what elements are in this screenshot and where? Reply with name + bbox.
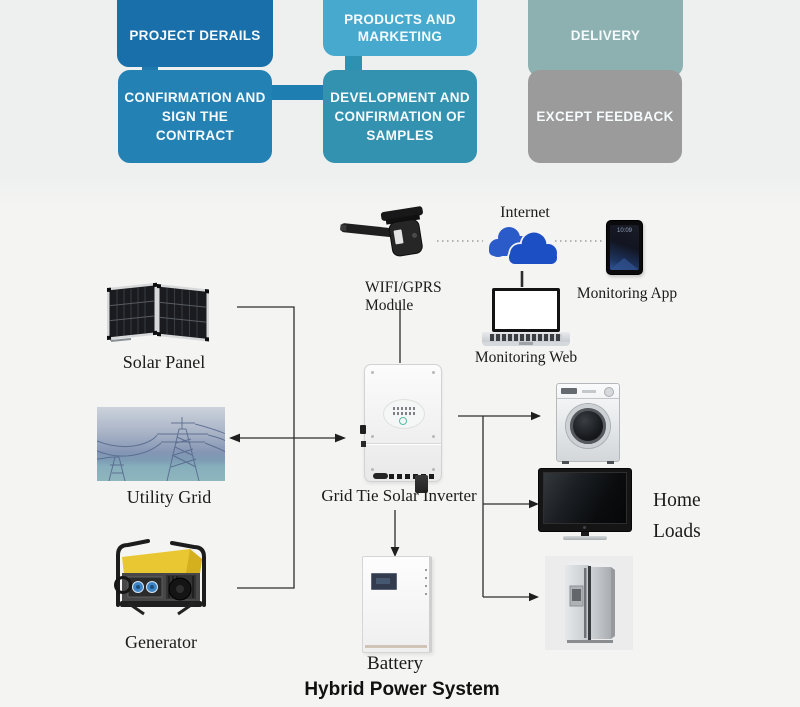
flow-box-delivery bbox=[528, 0, 683, 77]
generator-image bbox=[108, 533, 214, 619]
flow-box-products-marketing bbox=[323, 0, 477, 56]
laptop-keyboard bbox=[490, 334, 562, 341]
inverter-label: Grid Tie Solar Inverter bbox=[321, 486, 477, 505]
flow-box-development-samples bbox=[323, 70, 477, 163]
flow-box-label: PRODUCTS AND MARKETING bbox=[344, 12, 456, 44]
laptop-trackpad bbox=[519, 342, 533, 345]
wifi-module-label bbox=[365, 279, 442, 315]
flow-box-except-feedback bbox=[528, 70, 682, 163]
sources-bus-line bbox=[237, 307, 294, 588]
flow-box-project-details bbox=[117, 0, 273, 67]
home-loads-label bbox=[653, 485, 701, 547]
monitoring-app-label: Monitoring App bbox=[576, 285, 678, 302]
tv-image bbox=[538, 468, 632, 541]
wifi-module-icon bbox=[340, 203, 436, 265]
washer-door bbox=[566, 404, 610, 448]
inverter-image bbox=[364, 364, 442, 482]
generator-label: Generator bbox=[125, 632, 197, 652]
home-loads-label-line2: Loads bbox=[653, 521, 701, 542]
flow-box-label: PROJECT DERAILS bbox=[129, 28, 261, 43]
internet-label: Internet bbox=[500, 204, 550, 221]
phone-clock-text: 10:09 bbox=[616, 228, 632, 234]
solar-panel-label: Solar Panel bbox=[122, 352, 206, 372]
solar-panel-image bbox=[95, 281, 215, 347]
flow-box-label: DELIVERY bbox=[570, 28, 641, 43]
wifi-module-label-line1: WIFI/GPRS bbox=[365, 279, 442, 296]
flow-box-label: EXCEPT FEEDBACK bbox=[536, 109, 674, 124]
washing-machine-image bbox=[556, 383, 620, 462]
monitoring-app-phone-image bbox=[606, 220, 643, 275]
flow-box-confirmation-contract bbox=[118, 70, 272, 163]
battery-display bbox=[371, 573, 397, 590]
flow-box-label: DEVELOPMENT AND CONFIRMATION OF SAMPLES bbox=[330, 90, 470, 143]
phone-wallpaper-mountain bbox=[610, 258, 639, 270]
monitoring-web-label: Monitoring Web bbox=[474, 349, 578, 366]
inverter-display bbox=[383, 399, 425, 429]
utility-grid-label: Utility Grid bbox=[126, 487, 212, 507]
inverter-loads-lines bbox=[458, 416, 532, 597]
monitoring-web-laptop-image bbox=[482, 288, 570, 348]
flow-box-label: CONFIRMATION AND SIGN THE CONTRACT bbox=[124, 90, 266, 143]
phone-screen bbox=[610, 225, 639, 270]
laptop-screen bbox=[492, 288, 560, 332]
home-loads-label-line1: Home bbox=[653, 490, 701, 511]
flow-connector-confirmation-development bbox=[272, 85, 323, 100]
utility-grid-image bbox=[97, 407, 225, 481]
battery-label: Battery bbox=[367, 653, 423, 674]
wifi-module-label-line2: Module bbox=[365, 297, 414, 314]
system-title: Hybrid Power System bbox=[304, 679, 500, 700]
battery-image bbox=[362, 556, 432, 653]
internet-cloud-icon bbox=[483, 221, 569, 273]
fridge-image bbox=[545, 556, 633, 650]
